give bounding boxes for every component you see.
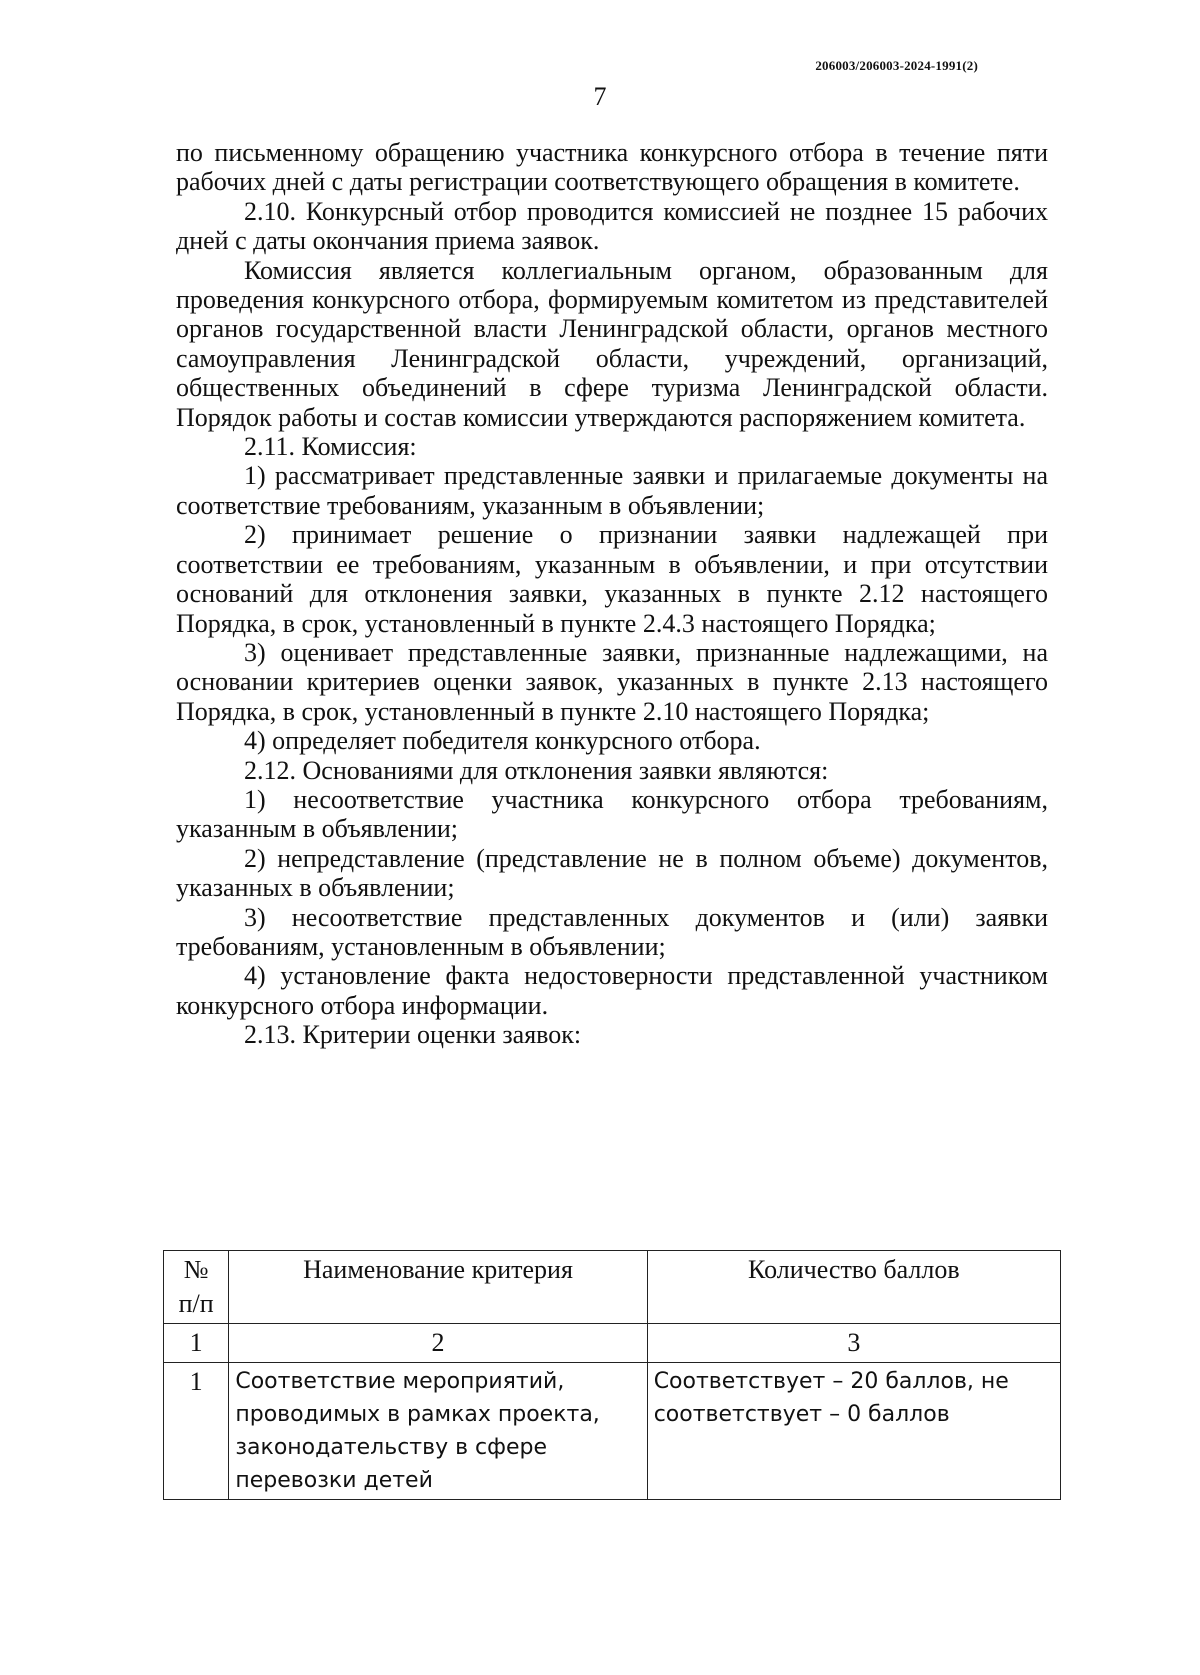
table-numbering-cell: 2 xyxy=(229,1324,647,1363)
table-cell-criterion: Соответствие мероприятий, проводимых в рамках проекта, законодательству в сфере перевозки детей xyxy=(229,1363,647,1500)
table-numbering-row xyxy=(164,1324,1061,1363)
table-row xyxy=(164,1363,1061,1500)
paragraph: 2) непредставление (представление не в полном объеме) документов, указанных в объявлении; xyxy=(176,843,1048,903)
paragraph: 2.10. Конкурсный отбор проводится комиссией не позднее 15 рабочих дней с даты окончания приема заявок. xyxy=(176,196,1048,256)
criteria-table xyxy=(163,1250,1061,1500)
paragraph: 4) установление факта недостоверности представленной участником конкурсного отбора информации. xyxy=(176,961,1048,1020)
page-number: 7 xyxy=(593,82,607,111)
table-cell-points: Соответствует – 20 баллов, не соответствует – 0 баллов xyxy=(647,1363,1060,1500)
paragraph: 4) определяет победителя конкурсного отбора. xyxy=(244,726,761,756)
table-numbering-cell: 1 xyxy=(164,1324,229,1363)
paragraph: 2.13. Критерии оценки заявок: xyxy=(244,1020,582,1050)
paragraph: Комиссия является коллегиальным органом, образованным для проведения конкурсного отбора, формируемым комитетом из представителей органов государственной власти Ленинградской области, органов местного самоуправления Ленинградской области, учреждений, организаций, общественных объединений в сфере туризма Ленинградской области. Порядок работы и состав комиссии утверждаются распоряжением комитета. xyxy=(176,255,1048,432)
paragraph: по письменному обращению участника конкурсного отбора в течение пяти рабочих дней с даты регистрации соответствующего обращения в комитете. xyxy=(176,138,1048,197)
table-cell-number: 1 xyxy=(164,1363,229,1500)
paragraph: 3) оценивает представленные заявки, признанные надлежащими, на основании критериев оценки заявок, указанных в пункте 2.13 настоящего Порядка, в срок, установленный в пункте 2.10 настоящего Порядка; xyxy=(176,637,1048,726)
table-numbering-cell: 3 xyxy=(647,1324,1060,1363)
paragraph: 2) принимает решение о признании заявки надлежащей при соответствии ее требованиям, указанным в объявлении, и при отсутствии оснований для отклонения заявки, указанных в пункте 2.12 настоящего Порядка, в срок, установленный в пункте 2.4.3 настоящего Порядка; xyxy=(176,520,1048,638)
table-header-number: № п/п xyxy=(164,1251,229,1324)
table-header-criterion: Наименование критерия xyxy=(229,1251,647,1324)
paragraph: 3) несоответствие представленных документов и (или) заявки требованиям, установленным в объявлении; xyxy=(176,902,1048,961)
paragraph: 2.12. Основаниями для отклонения заявки являются: xyxy=(244,755,829,785)
table-header-points: Количество баллов xyxy=(647,1251,1060,1324)
document-id: 206003/206003-2024-1991(2) xyxy=(815,58,978,73)
document-body xyxy=(176,138,1048,1050)
paragraph: 1) рассматривает представленные заявки и прилагаемые документы на соответствие требованиям, указанным в объявлении; xyxy=(176,461,1048,520)
paragraph: 2.11. Комиссия: xyxy=(244,432,417,462)
paragraph: 1) несоответствие участника конкурсного отбора требованиям, указанным в объявлении; xyxy=(176,784,1048,844)
table-header-row xyxy=(164,1251,1061,1324)
